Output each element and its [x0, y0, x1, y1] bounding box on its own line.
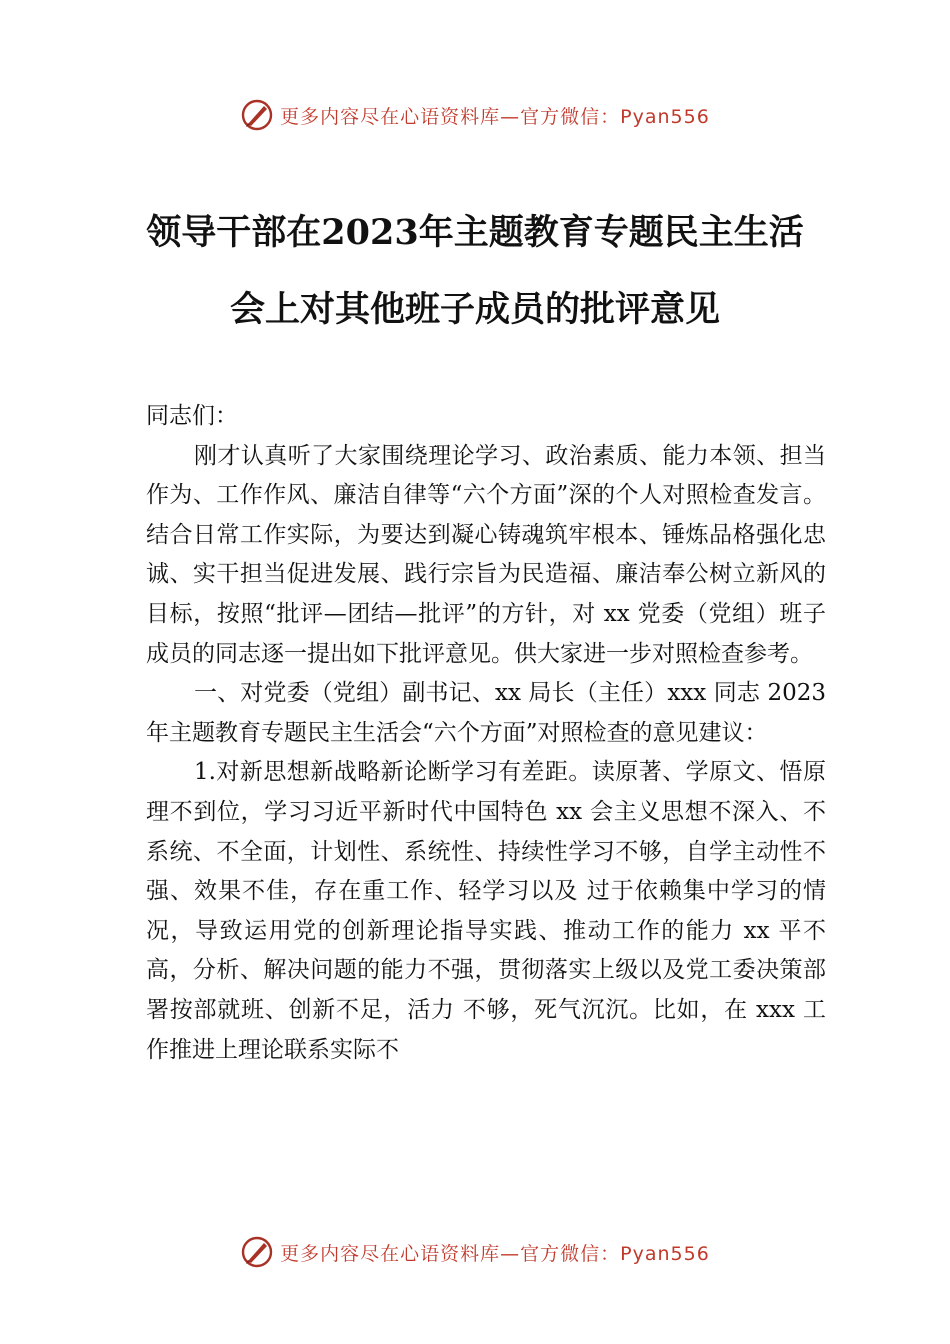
paragraph-point-1: 1.对新思想新战略新论断学习有差距。读原著、学原文、悟原理不到位，学习习近平新时代中国特色 xx 会主义思想不深入、不系统、不全面，计划性、系统性、持续性学习不够，自学主动性不强、效果不佳，存在重工作、轻学习以及 过于依赖集中学习的情况，导致运用党的创新理论指导实践、推动工作的能力 xx 平不高，分析、解决问题的能力不强，贯彻落实上级以及党工委决策部署按部就班、创新不足，活力 不够，死气沉沉。比如，在 xxx 工作推进上理论联系实际不 [146, 759, 826, 1063]
document-body [146, 397, 826, 1070]
section-heading-1: 一、对党委（党组）副书记、xx 局长（主任）xxx 同志 2023 年主题教育专题民主生活会“六个方面”对照检查的意见建议： [146, 680, 826, 746]
pen-circle-logo-icon [240, 98, 274, 132]
paragraph-intro: 刚才认真听了大家围绕理论学习、政治素质、能力本领、担当作为、工作作风、廉洁自律等“六个方面”深的个人对照检查发言。结合日常工作实际，为要达到凝心铸魂筑牢根本、锤炼品格强化忠诚、实干担当促进发展、践行宗旨为民造福、廉洁奉公树立新风的目标，按照“批评—团结—批评”的方针，对 xx 党委（党组）班子成员的同志逐一提出如下批评意见。供大家进一步对照检查参考。 [146, 442, 826, 667]
salutation: 同志们： [146, 403, 238, 429]
footer-banner [0, 1232, 950, 1272]
document-title-line-2: 会上对其他班子成员的批评意见 [229, 289, 720, 330]
banner-text: 更多内容尽在心语资料库—官方微信：Pyan556 [280, 105, 710, 128]
header-banner [0, 95, 950, 135]
document-title-line-1: 领导干部在2023年主题教育专题民主生活 [146, 212, 804, 253]
pen-circle-logo-icon [240, 1235, 274, 1269]
banner-text: 更多内容尽在心语资料库—官方微信：Pyan556 [280, 1242, 710, 1265]
